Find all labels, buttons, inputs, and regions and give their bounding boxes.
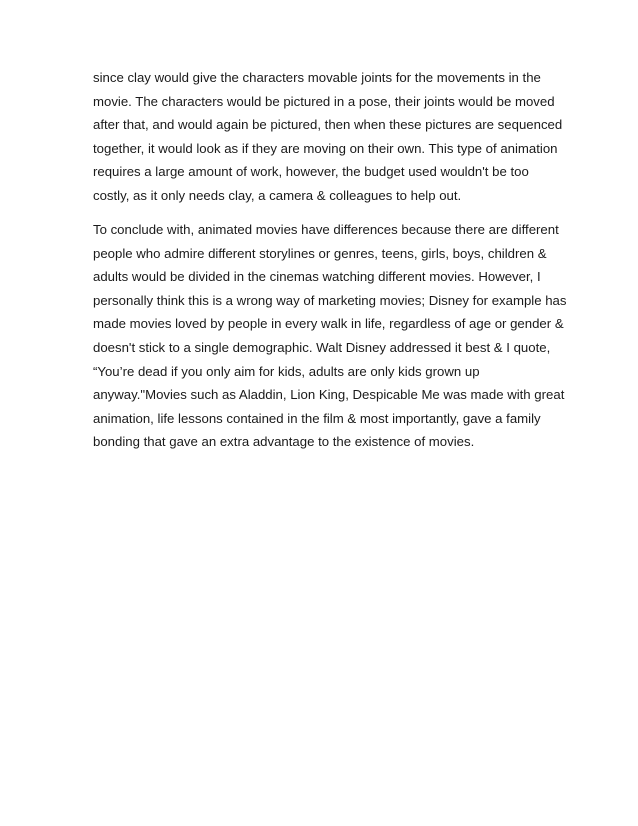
text-line: movie. The characters would be pictured in a pose, their joints would be moved xyxy=(93,93,555,109)
text-line: bonding that gave an extra advantage to the existence of movies. xyxy=(93,434,475,450)
text-line: doesn't stick to a single demographic. Walt Disney addressed it best & I quote, xyxy=(93,339,551,355)
text-line: adults would be divided in the cinemas watching different movies. However, I xyxy=(93,269,541,285)
text-line: made movies loved by people in every walk in life, regardless of age or gender & xyxy=(93,316,564,332)
text-line: after that, and would again be pictured, then when these pictures are sequenced xyxy=(93,117,563,133)
text-line: requires a large amount of work, however, the budget used wouldn't be too xyxy=(93,164,529,180)
text-line: personally think this is a wrong way of marketing movies; Disney for example has xyxy=(93,292,567,308)
text-line: people who admire different storylines or genres, teens, girls, boys, children & xyxy=(93,245,547,261)
text-line: since clay would give the characters movable joints for the movements in the xyxy=(93,70,541,85)
text-line: costly, as it only needs clay, a camera & colleagues to help out. xyxy=(93,187,462,203)
text-line: “You’re dead if you only aim for kids, adults are only kids grown up xyxy=(93,363,480,379)
text-line: anyway."Movies such as Aladdin, Lion King, Despicable Me was made with great xyxy=(93,387,565,403)
text-line: To conclude with, animated movies have differences because there are different xyxy=(93,222,559,237)
paragraph-conclusion xyxy=(93,218,567,454)
text-line: together, it would look as if they are moving on their own. This type of animation xyxy=(93,140,558,156)
text-line: animation, life lessons contained in the film & most importantly, gave a family xyxy=(93,410,541,426)
paragraph-clay-animation xyxy=(93,66,563,208)
